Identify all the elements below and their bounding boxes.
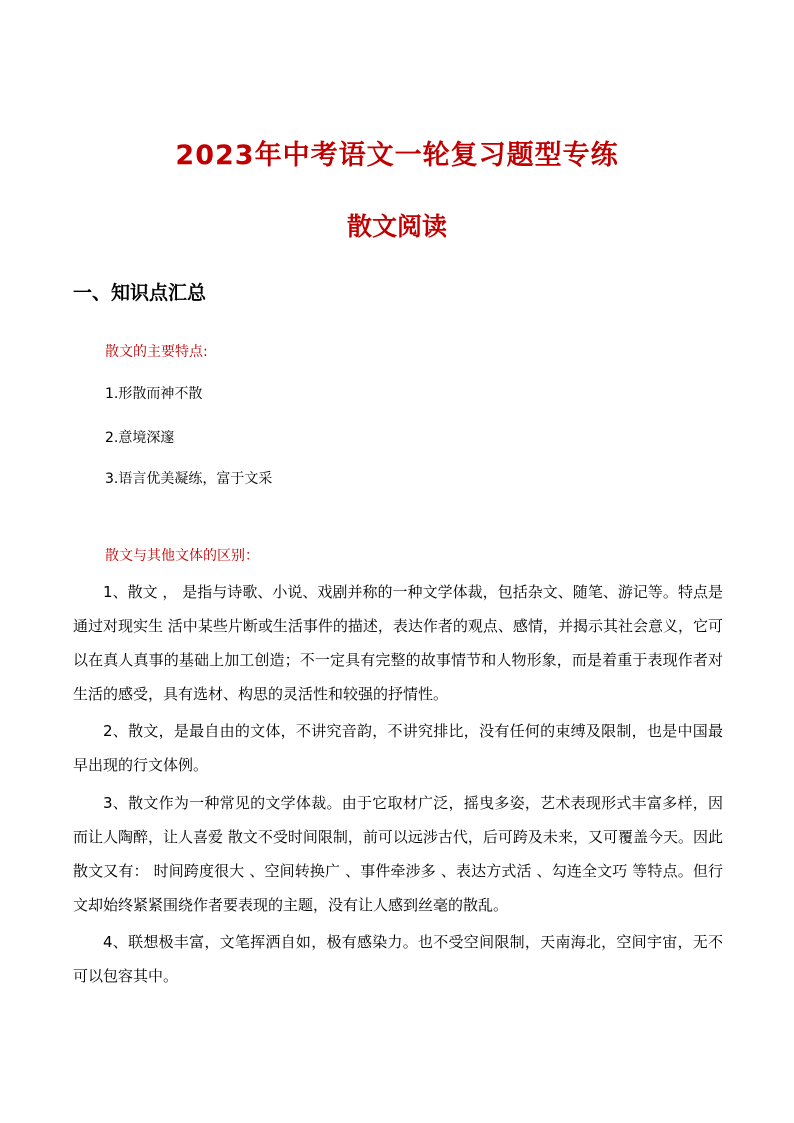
- feature-item: 2.意境深邃: [105, 430, 175, 446]
- features-label: 散文的主要特点:: [105, 344, 208, 360]
- feature-item: 1.形散而神不散: [105, 386, 203, 402]
- feature-item: 3.语言优美凝练，富于文采: [105, 471, 273, 487]
- body-paragraph: 2、散文，是最自由的文体，不讲究音韵，不讲究排比，没有任何的束缚及限制，也是中国最早出现的行文体例。: [73, 722, 723, 774]
- body-paragraph: 4、联想极丰富，文笔挥洒自如，极有感染力。也不受空间限制，天南海北，空间宇宙，无不可以包容其中。: [73, 933, 723, 985]
- body-paragraph: 3、散文作为一种常见的文学体裁。由于它取材广泛，摇曳多姿，艺术表现形式丰富多样，因而让人陶醉，让人喜爱 散文不受时间限制，前可以远涉古代，后可跨及未来，又可覆盖今天。因此散文又有： 时间跨度很大 、空间转换广 、事件牵涉多 、表达方式活 、勾连全文巧 等特点。但行文却始终紧紧围绕作者要表现的主题，没有让人感到丝毫的散乱。: [73, 794, 723, 914]
- differences-label: 散文与其他文体的区别：: [105, 548, 259, 564]
- body-paragraph: 1、散文 ， 是指与诗歌、小说、戏剧并称的一种文学体裁，包括杂文、随笔、游记等。特点是通过对现实生 活中某些片断或生活事件的描述，表达作者的观点、感情，并揭示其社会意义，它可以在真人真事的基础上加工创造；不一定具有完整的故事情节和人物形象，而是着重于表现作者对生活的感受，具有选材、构思的灵活性和较强的抒情性。: [73, 583, 723, 703]
- section-heading: 一、知识点汇总: [73, 282, 207, 304]
- document-title: 2023年中考语文一轮复习题型专练: [175, 140, 619, 171]
- document-subtitle: 散文阅读: [346, 212, 447, 241]
